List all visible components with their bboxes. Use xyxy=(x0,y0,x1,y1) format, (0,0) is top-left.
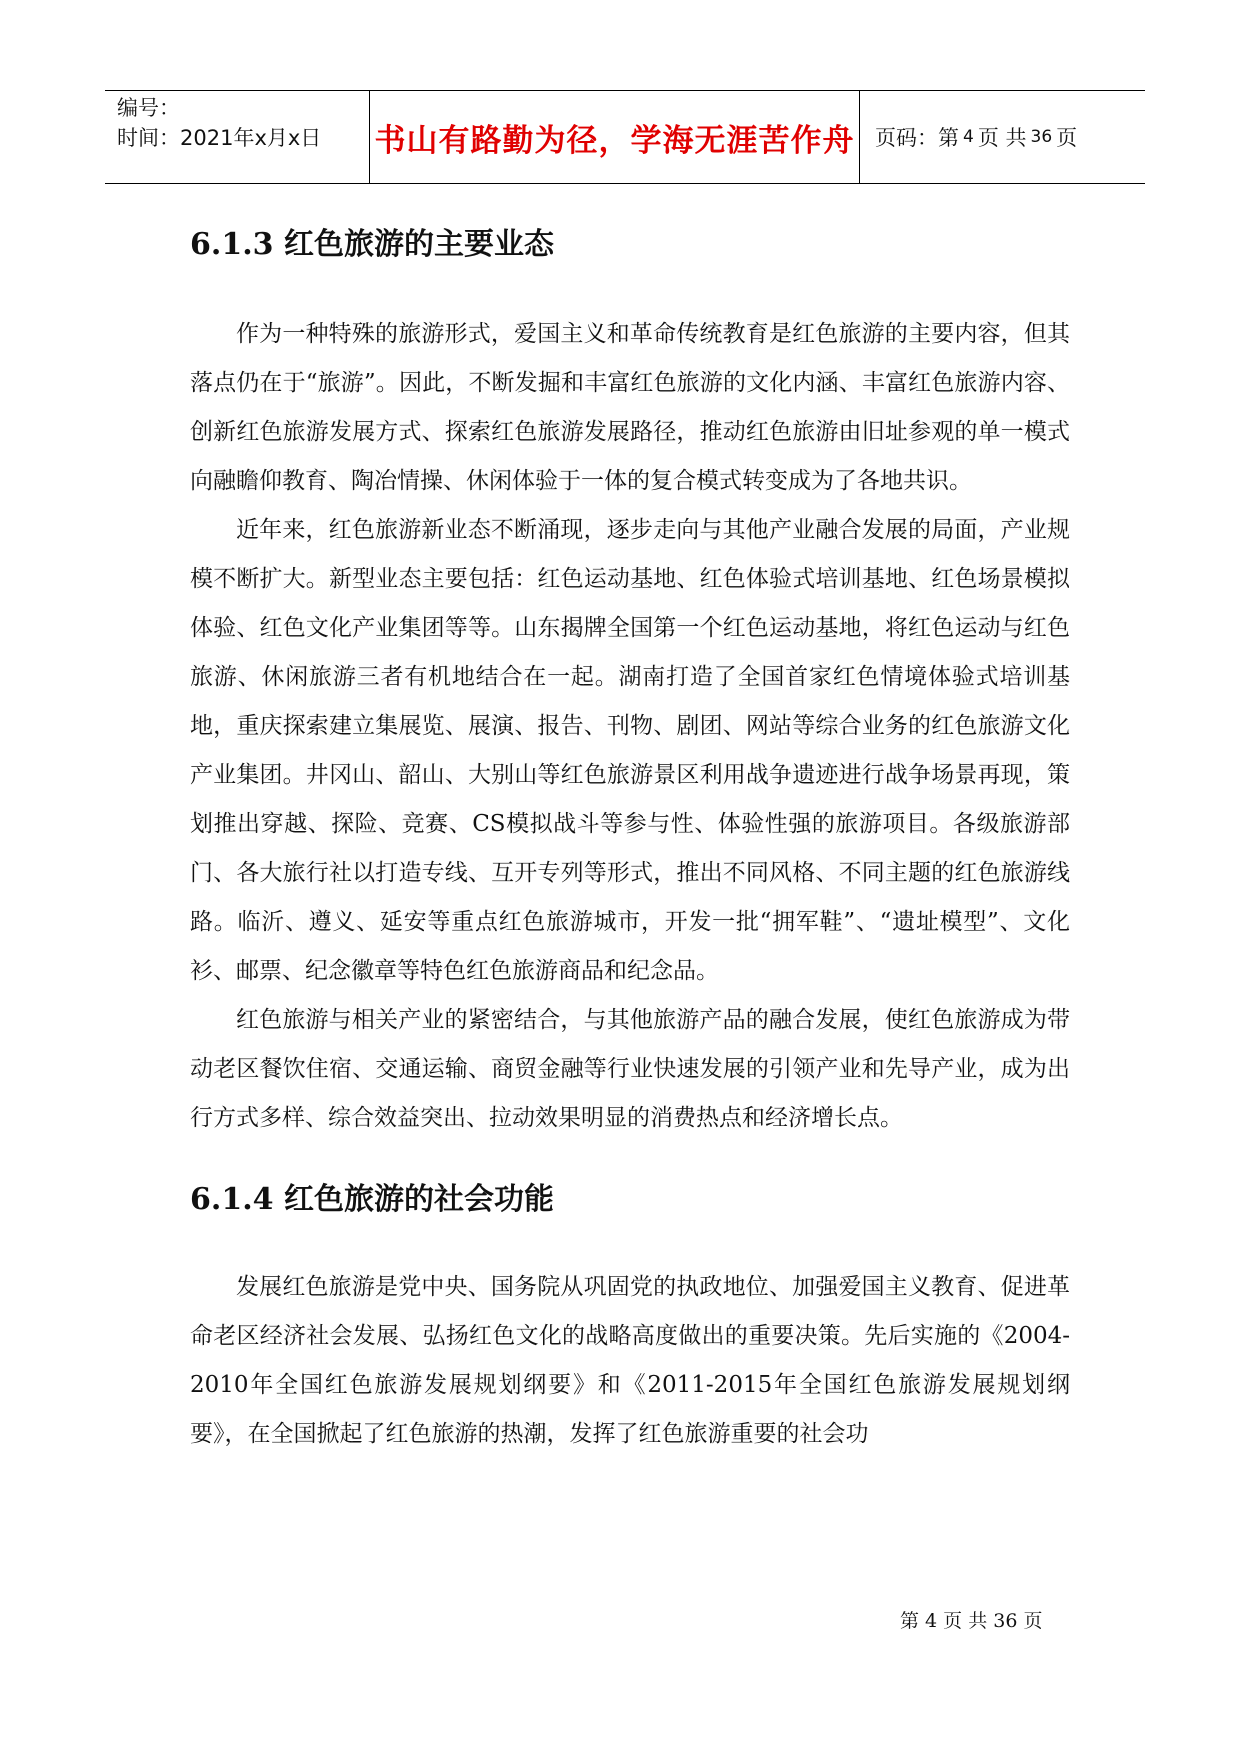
page-prefix: 页码：第 xyxy=(875,126,959,150)
page-number: 4 xyxy=(963,127,974,147)
page-header xyxy=(105,90,1145,184)
page-total: 36 xyxy=(1030,127,1053,147)
time-label: 时间：2021年x月x日 xyxy=(117,126,322,150)
section-heading: 6.1.4 红色旅游的社会功能 xyxy=(190,1182,554,1217)
section-heading: 6.1.3 红色旅游的主要业态 xyxy=(190,227,554,262)
paragraph: 作为一种特殊的旅游形式，爱国主义和革命传统教育是红色旅游的主要内容，但其落点仍在于“旅游”。因此，不断发掘和丰富红色旅游的文化内涵、丰富红色旅游内容、创新红色旅游发展方式、探索红色旅游发展路径，推动红色旅游由旧址参观的单一模式向融瞻仰教育、陶冶情操、休闲体验于一体的复合模式转变成为了各地共识。 xyxy=(190,321,1070,494)
header-page-info xyxy=(875,91,1077,183)
page-mid: 页 共 xyxy=(977,126,1027,150)
header-meta xyxy=(117,93,367,153)
serial-label: 编号： xyxy=(117,96,180,120)
paragraph: 近年来，红色旅游新业态不断涌现，逐步走向与其他产业融合发展的局面，产业规模不断扩大。新型业态主要包括：红色运动基地、红色体验式培训基地、红色场景模拟体验、红色文化产业集团等等。山东揭牌全国第一个红色运动基地，将红色运动与红色旅游、休闲旅游三者有机地结合在一起。湖南打造了全国首家红色情境体验式培训基地，重庆探索建立集展览、展演、报告、刊物、剧团、网站等综合业务的红色旅游文化产业集团。井冈山、韶山、大别山等红色旅游景区利用战争遗迹进行战争场景再现，策划推出穿越、探险、竞赛、CS模拟战斗等参与性、体验性强的旅游项目。各级旅游部门、各大旅行社以打造专线、互开专列等形式，推出不同风格、不同主题的红色旅游线路。临沂、遵义、延安等重点红色旅游城市，开发一批“拥军鞋”、“遗址模型”、文化衫、邮票、纪念徽章等特色红色旅游商品和纪念品。 xyxy=(190,517,1070,984)
page-suffix: 页 xyxy=(1056,126,1078,150)
paragraph: 红色旅游与相关产业的紧密结合，与其他旅游产品的融合发展，使红色旅游成为带动老区餐饮住宿、交通运输、商贸金融等行业快速发展的引领产业和先导产业，成为出行方式多样、综合效益突出、拉动效果明显的消费热点和经济增长点。 xyxy=(190,1007,1070,1131)
paragraph: 发展红色旅游是党中央、国务院从巩固党的执政地位、加强爱国主义教育、促进革命老区经济社会发展、弘扬红色文化的战略高度做出的重要决策。先后实施的《2004-2010年全国红色旅游发展规划纲要》和《2011-2015年全国红色旅游发展规划纲要》，在全国掀起了红色旅游的热潮，发挥了红色旅游重要的社会功 xyxy=(190,1274,1070,1447)
page-footer: 第 4 页 共 36 页 xyxy=(900,1610,1043,1632)
header-divider xyxy=(859,91,860,183)
document-body xyxy=(190,210,1070,1459)
header-motto: 书山有路勤为径，学海无涯苦作舟 xyxy=(374,122,855,159)
